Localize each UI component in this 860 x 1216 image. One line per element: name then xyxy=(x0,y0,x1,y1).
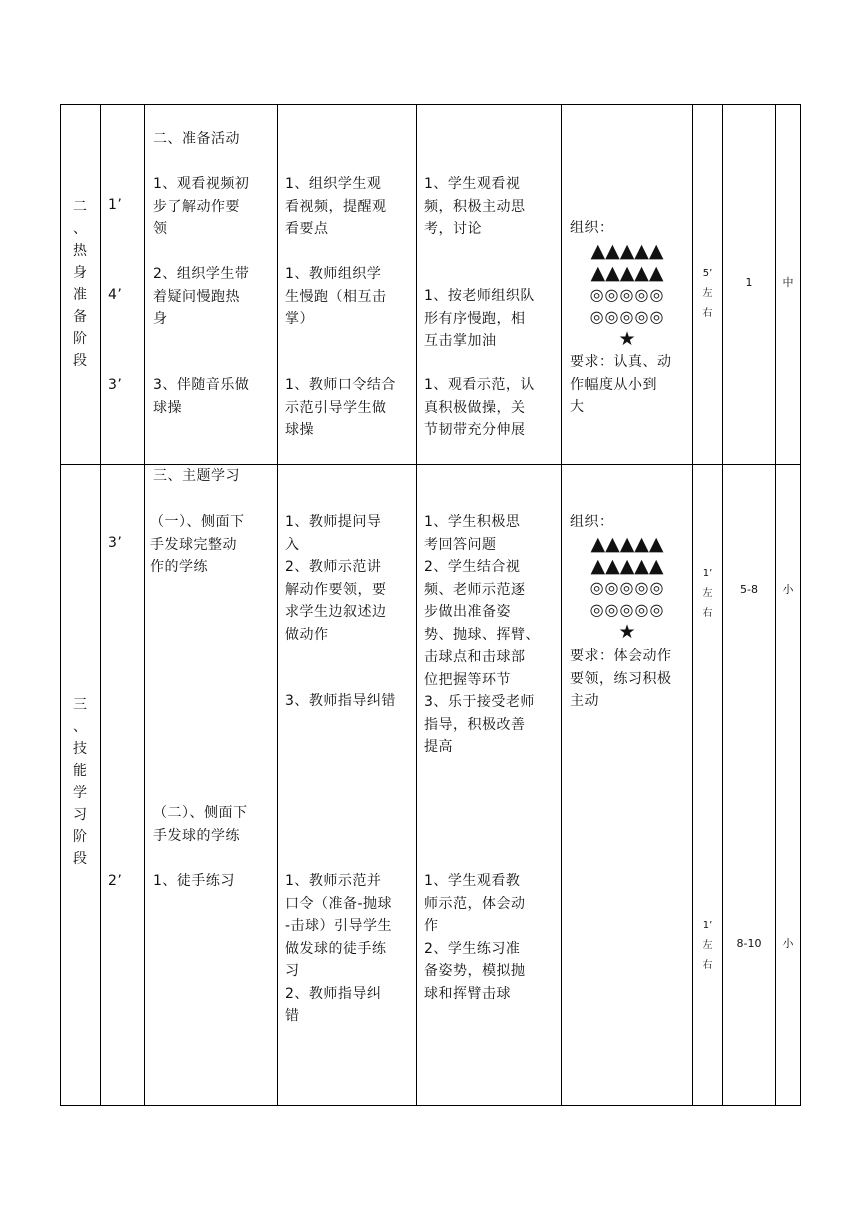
stage-char: 阶 xyxy=(73,331,87,347)
student-row-triangles: ▲▲▲▲▲ xyxy=(590,262,664,284)
section-heading: 二、准备活动 xyxy=(153,131,240,147)
teacher-activity: 1、教师提问导 入 2、教师示范讲 解动作要领，要 求学生边叙述边 做动作 xyxy=(285,514,387,643)
table-col-divider xyxy=(100,104,101,1106)
time-value: 1’ xyxy=(108,197,123,213)
count-value: 5-8 xyxy=(740,583,758,596)
practice-item: 1、徒手练习 xyxy=(153,873,235,889)
section-heading: 三、主题学习 xyxy=(153,468,240,484)
intensity-value: 小 xyxy=(782,937,794,950)
stage-char: 段 xyxy=(73,851,87,867)
stage-char: 备 xyxy=(73,309,87,325)
student-row-circles: ◎◎◎◎◎ xyxy=(589,285,665,304)
student-activity: 1、学生观看教 师示范，体会动 作 2、学生练习准 备姿势，模拟抛 球和挥臂击球 xyxy=(424,873,526,1002)
requirement-text: 要求：体会动作 要领，练习积极 主动 xyxy=(570,648,672,709)
stage-char: 二 xyxy=(73,199,87,215)
formation-diagram xyxy=(577,240,677,350)
part-title: （二）、侧面下 手发球的学练 xyxy=(153,805,248,844)
student-activity: 1、按老师组织队 形有序慢跑，相 互击掌加油 xyxy=(424,288,535,349)
duration-value: 1’ 左 右 xyxy=(702,568,713,619)
organization-label: 组织： xyxy=(570,514,614,530)
teacher-activity: 1、教师口令结合 示范引导学生做 球操 xyxy=(285,377,396,438)
requirement-text: 要求：认真、动 作幅度从小到 大 xyxy=(570,354,672,415)
stage-char: 、 xyxy=(73,221,87,237)
teacher-activity: 1、组织学生观 看视频，提醒观 看要点 xyxy=(285,176,387,237)
table-col-divider xyxy=(144,104,145,1106)
organization-label: 组织： xyxy=(570,220,614,236)
content-item: 1、观看视频初 步了解动作要 领 xyxy=(153,176,250,237)
student-activity: 1、学生积极思 考回答问题 2、学生结合视 频、老师示范逐 步做出准备姿 势、抛球、挥臂、 击球点和击球部 位把握等环节 3、乐于接受老师 指导，积极改善 提高 xyxy=(424,514,540,755)
stage-char: 学 xyxy=(73,785,87,801)
stage-char: 阶 xyxy=(73,829,87,845)
stage-char: 段 xyxy=(73,353,87,369)
time-value: 3’ xyxy=(108,535,123,551)
student-row-circles: ◎◎◎◎◎ xyxy=(589,307,665,326)
time-value: 3’ xyxy=(108,377,123,393)
table-border-bottom xyxy=(60,1105,801,1106)
table-col-divider xyxy=(722,104,723,1106)
student-row-circles: ◎◎◎◎◎ xyxy=(589,600,665,619)
content-item: 2、组织学生带 着疑问慢跑热 身 xyxy=(153,266,250,327)
student-row-triangles: ▲▲▲▲▲ xyxy=(590,555,664,577)
content-item: 3、伴随音乐做 球操 xyxy=(153,377,250,416)
stage-char: 、 xyxy=(73,719,87,735)
stage-char: 三 xyxy=(73,697,87,713)
table-col-divider xyxy=(561,104,562,1106)
teacher-star-icon: ★ xyxy=(618,328,636,350)
intensity-value: 中 xyxy=(782,276,794,289)
student-activity: 1、观看示范，认 真积极做操，关 节韧带充分伸展 xyxy=(424,377,535,438)
table-col-divider xyxy=(775,104,776,1106)
student-row-triangles: ▲▲▲▲▲ xyxy=(590,533,664,555)
duration-value: 1’ 左 右 xyxy=(702,920,713,971)
stage-char: 身 xyxy=(73,265,87,281)
table-border-top xyxy=(60,104,801,105)
time-value: 2’ xyxy=(108,873,123,889)
student-row-circles: ◎◎◎◎◎ xyxy=(589,578,665,597)
teacher-activity: 1、教师组织学 生慢跑（相互击 掌） xyxy=(285,266,387,327)
table-border-right xyxy=(800,104,801,1106)
table-col-divider xyxy=(277,104,278,1106)
table-col-divider xyxy=(416,104,417,1106)
formation-diagram xyxy=(577,533,677,643)
part-title: （一）、侧面下 手发球完整动 作的学练 xyxy=(150,514,245,575)
count-value: 8-10 xyxy=(736,937,762,950)
student-row-triangles: ▲▲▲▲▲ xyxy=(590,240,664,262)
table-border-left xyxy=(60,104,61,1106)
teacher-star-icon: ★ xyxy=(618,621,636,643)
student-activity: 1、学生观看视 频，积极主动思 考，讨论 xyxy=(424,176,526,237)
stage-char: 习 xyxy=(73,807,87,823)
count-value: 1 xyxy=(745,276,753,289)
stage-char: 能 xyxy=(73,763,87,779)
duration-value: 5’ 左 右 xyxy=(702,268,713,319)
intensity-value: 小 xyxy=(782,583,794,596)
stage-char: 准 xyxy=(73,287,87,303)
stage-char: 技 xyxy=(73,741,87,757)
time-value: 4’ xyxy=(108,287,123,303)
teacher-activity: 3、教师指导纠错 xyxy=(285,693,396,709)
stage-char: 热 xyxy=(73,243,87,259)
teacher-activity: 1、教师示范并 口令（准备-抛球 -击球）引导学生 做发球的徒手练 习 2、教师指导纠 错 xyxy=(285,873,393,1024)
